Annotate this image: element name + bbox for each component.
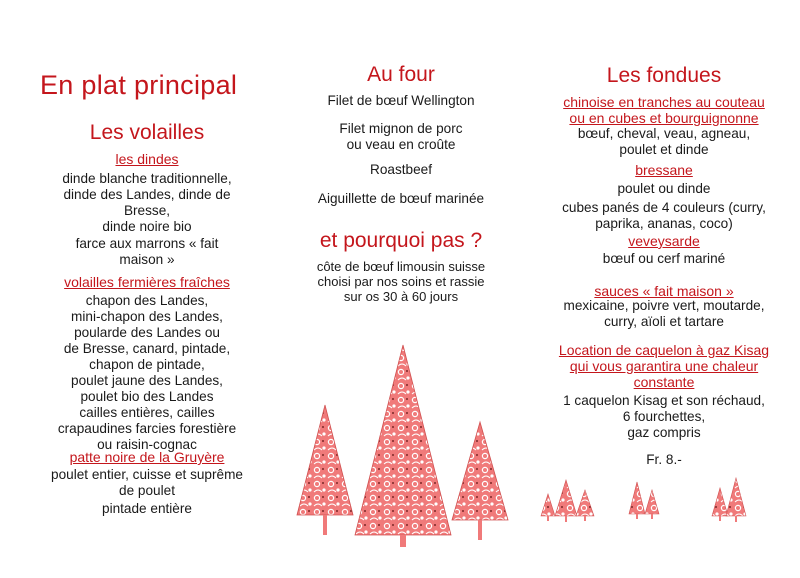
fermieres-line: chapon des Landes, [85,293,209,308]
veveysarde-line: bœuf ou cerf mariné [602,251,726,266]
dindes-line: Bresse, [123,203,171,218]
chinoise-heading-line: chinoise en tranches au couteau [563,94,765,110]
pourquoi-line: côte de bœuf limousin suisse [316,259,486,274]
dindes-list [22,171,272,235]
gruyere-line: pintade entière [102,501,192,516]
chinoise-line: bœuf, cheval, veau, agneau, [577,126,751,141]
au-four-line: Filet mignon de porc [339,121,463,136]
dindes-line: dinde blanche traditionnelle, [62,171,232,186]
gruyere-heading: patte noire de la Gruyère [69,449,225,465]
fermieres-line: ou raisin-cognac [97,437,197,452]
au-four-heading: Au four [367,63,435,86]
bressane-list [538,181,790,232]
gruyere-line: poulet entier, cuisse et suprême [51,467,243,482]
veveysarde-list [538,251,790,267]
sauces-line: curry, aïoli et tartare [604,314,724,329]
pourquoi-line: sur os 30 à 60 jours [343,289,459,304]
bressane-line: paprika, ananas, coco) [595,216,733,231]
location-line: gaz compris [627,425,701,440]
fondues-heading: Les fondues [606,64,722,87]
pourquoi-heading: et pourquoi pas ? [319,229,483,252]
au-four-item [285,121,517,153]
au-four-item: Filet de bœuf Wellington [327,93,475,108]
chinoise-list [538,126,790,158]
farce-text [22,236,272,268]
sauces-list [538,298,790,330]
pourquoi-text [285,259,517,304]
fermieres-list [22,293,272,453]
pourquoi-line: choisi par nos soins et rassie [317,274,485,289]
fermieres-line: poulet jaune des Landes, [71,373,223,388]
volailles-heading: Les volailles [89,121,205,144]
au-four-line: ou veau en croûte [346,137,456,152]
gruyere-list [22,467,272,517]
fermieres-line: de Bresse, canard, pintade, [63,341,231,356]
location-list [538,393,790,441]
christmas-trees-icon [285,340,517,550]
farce-line: farce aux marrons « fait [75,236,219,251]
location-line: 6 fourchettes, [622,409,706,424]
bressane-heading: bressane [635,162,693,178]
au-four-item: Aiguillette de bœuf marinée [317,191,485,206]
main-title: En plat principal [40,70,238,100]
chinoise-heading-line: ou en cubes et bourguignonne [569,110,759,126]
au-four-item: Roastbeef [370,162,432,177]
location-heading [538,342,790,390]
location-heading-line: Location de caquelon à gaz Kisag [558,342,770,358]
location-heading-line: constante [633,374,695,390]
gruyere-line: de poulet [119,483,175,498]
small-trees-icon [538,476,790,524]
price: Fr. 8.- [646,452,682,467]
fermieres-line: mini-chapon des Landes, [71,309,223,324]
bressane-line: cubes panés de 4 couleurs (curry, [562,200,766,215]
fermieres-line: poularde des Landes ou [74,325,220,340]
sauces-heading: sauces « fait maison » [594,283,734,299]
dindes-line: dinde des Landes, dinde de [63,187,231,202]
fermieres-heading: volailles fermières fraîches [64,274,230,290]
fermieres-line: cailles entières, cailles [79,405,215,420]
chinoise-heading [538,94,790,126]
veveysarde-heading: veveysarde [628,233,700,249]
fermieres-line: crapaudines farcies forestière [57,421,237,436]
farce-line: maison » [119,252,175,267]
fermieres-line: chapon de pintade, [89,357,205,372]
location-line: 1 caquelon Kisag et son réchaud, [563,393,765,408]
sauces-line: mexicaine, poivre vert, moutarde, [563,298,765,313]
chinoise-line: poulet et dinde [619,142,709,157]
dindes-heading: les dindes [115,151,179,167]
location-heading-line: qui vous garantira une chaleur [569,358,759,374]
dindes-line: dinde noire bio [102,219,192,234]
fermieres-line: poulet bio des Landes [80,389,214,404]
bressane-line: poulet ou dinde [617,181,711,196]
